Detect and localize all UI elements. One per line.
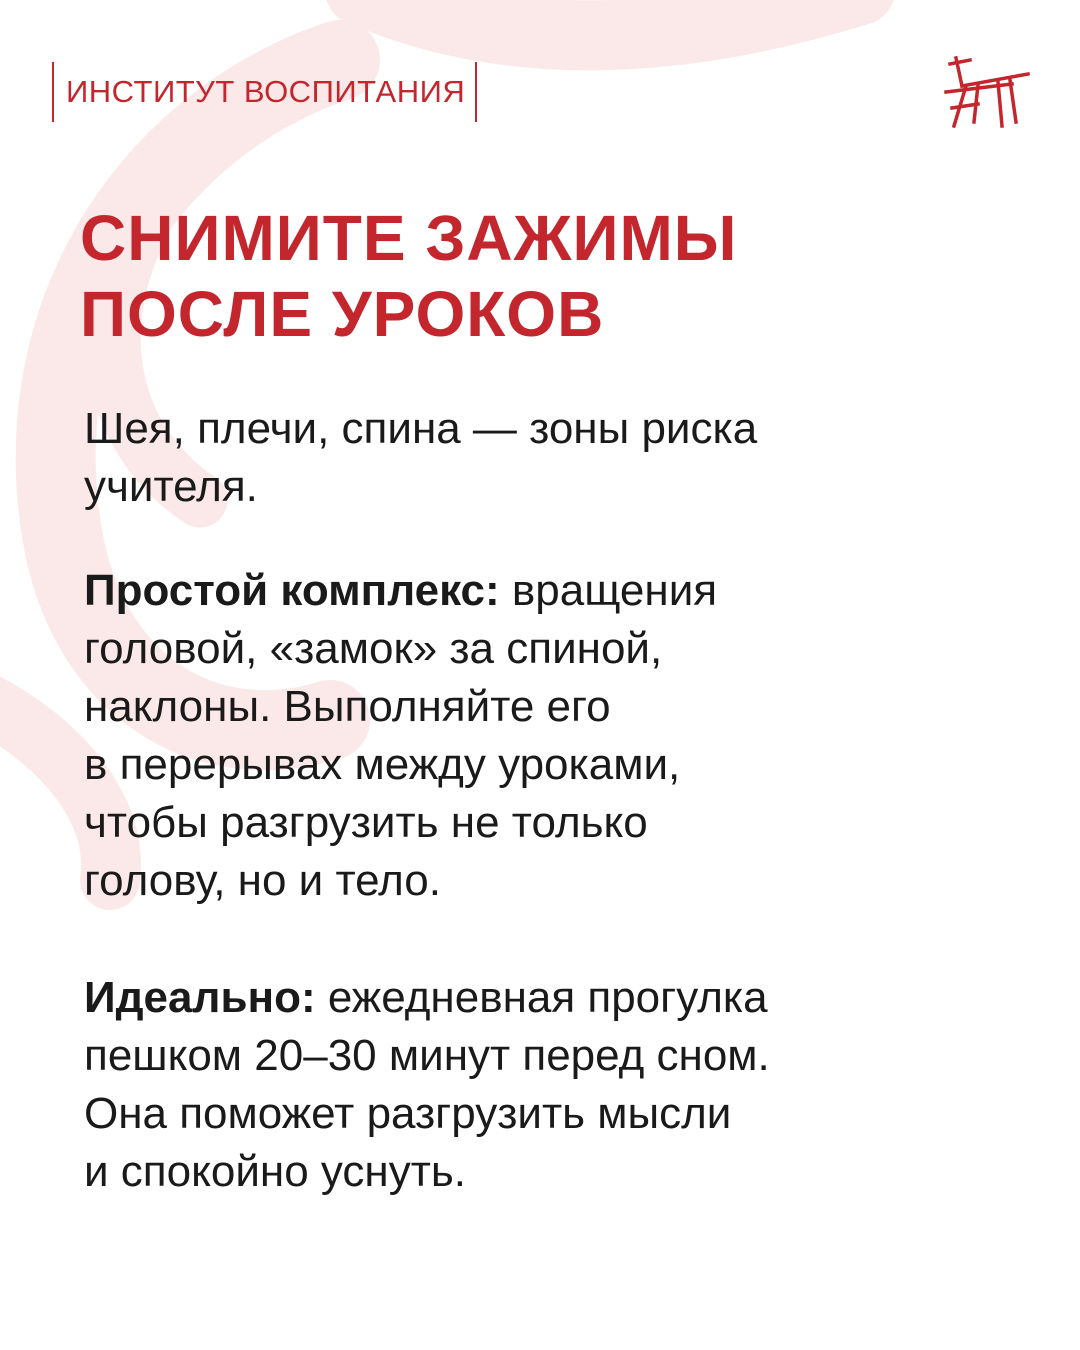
text-fragment: ежедневная прогулка	[315, 973, 768, 1022]
text-line: пешком 20–30 минут перед сном.	[84, 1031, 770, 1080]
text-line: и спокойно уснуть.	[84, 1147, 466, 1196]
brand-header	[52, 62, 477, 122]
brand-name: ИНСТИТУТ ВОСПИТАНИЯ	[66, 74, 466, 109]
title-line-1: СНИМИТЕ ЗАЖИМЫ	[80, 202, 738, 274]
horse-logo-icon	[940, 52, 1032, 132]
text-line: головой, «замок» за спиной,	[84, 624, 663, 673]
text-line: Она поможет разгрузить мысли	[84, 1089, 732, 1138]
page-title	[80, 200, 737, 352]
text-line: в перерывах между уроками,	[84, 740, 681, 789]
paragraph-simple-complex	[84, 562, 984, 910]
paragraph-risk-zones	[84, 400, 984, 516]
brand-divider-right	[475, 62, 477, 122]
text-fragment: вращения	[499, 566, 718, 615]
title-line-2: ПОСЛЕ УРОКОВ	[80, 278, 605, 350]
text-line: голову, но и тело.	[84, 856, 442, 905]
text-line	[84, 969, 984, 1027]
text-line: наклоны. Выполняйте его	[84, 682, 611, 731]
bold-label: Простой комплекс:	[84, 566, 500, 615]
text-line: учителя.	[84, 462, 258, 511]
text-line	[84, 562, 984, 620]
text-line: Шея, плечи, спина — зоны риска	[84, 404, 758, 453]
bold-label: Идеально:	[84, 973, 316, 1022]
paragraph-ideal-walk	[84, 969, 984, 1201]
text-line: чтобы разгрузить не только	[84, 798, 648, 847]
